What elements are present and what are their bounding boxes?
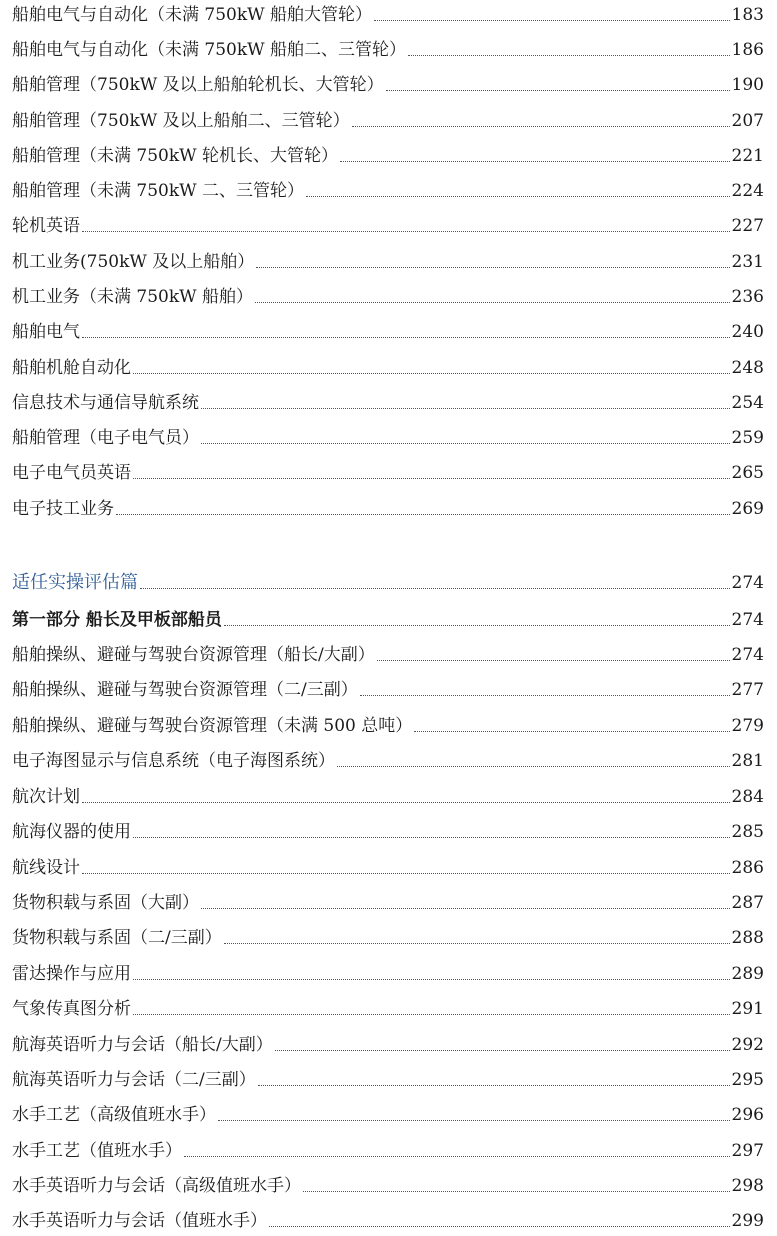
toc-page-number: 277 — [731, 680, 764, 700]
toc-page-number: 297 — [731, 1141, 764, 1161]
dot-leader — [184, 1156, 730, 1157]
toc-entry[interactable] — [12, 180, 764, 202]
toc-entry-title: 船舶电气与自动化（未满 750kW 船舶二、三管轮） — [12, 40, 407, 60]
section-heading[interactable] — [12, 572, 764, 594]
dot-leader — [133, 373, 730, 374]
dot-leader — [414, 731, 729, 732]
toc-page-number: 279 — [731, 716, 764, 736]
toc-entry-title: 船舶管理（未满 750kW 二、三管轮） — [12, 181, 305, 201]
toc-entry[interactable] — [12, 427, 764, 449]
toc-entry[interactable] — [12, 857, 764, 879]
toc-entry[interactable] — [12, 1210, 764, 1232]
toc-entry-title: 船舶管理（未满 750kW 轮机长、大管轮） — [12, 146, 339, 166]
dot-leader — [340, 161, 730, 162]
dot-leader — [377, 660, 730, 661]
toc-entry[interactable] — [12, 1140, 764, 1162]
toc-entry-title: 机工业务(750kW 及以上船舶） — [12, 252, 255, 272]
toc-entry-title: 水手工艺（值班水手） — [12, 1141, 182, 1161]
toc-page-number: 284 — [731, 787, 764, 807]
toc-entry-title: 货物积载与系固（大副） — [12, 893, 199, 913]
toc-entry[interactable] — [12, 498, 764, 520]
toc-page-number: 265 — [731, 463, 764, 483]
toc-entry-title: 机工业务（未满 750kW 船舶） — [12, 287, 254, 307]
toc-entry[interactable] — [12, 892, 764, 914]
toc-entry-title: 轮机英语 — [12, 216, 80, 236]
toc-page-number: 289 — [731, 964, 764, 984]
toc-entry-title: 雷达操作与应用 — [12, 964, 131, 984]
toc-entry-title: 船舶操纵、避碰与驾驶台资源管理（船长/大副） — [12, 645, 375, 665]
toc-entry-title: 航次计划 — [12, 787, 80, 807]
toc-entry-title: 水手英语听力与会话（值班水手） — [12, 1211, 267, 1231]
toc-page-number: 207 — [731, 111, 764, 131]
dot-leader — [352, 126, 730, 127]
toc-page-number: 269 — [731, 499, 764, 519]
toc-page-number: 231 — [731, 252, 764, 272]
toc-entry[interactable] — [12, 39, 764, 61]
dot-leader — [133, 979, 730, 980]
toc-entry[interactable] — [12, 462, 764, 484]
toc-entry-title: 航线设计 — [12, 858, 80, 878]
toc-entry-title: 电子技工业务 — [12, 499, 114, 519]
dot-leader — [303, 1191, 730, 1192]
dot-leader — [218, 1120, 730, 1121]
toc-entry[interactable] — [12, 321, 764, 343]
toc-entry[interactable] — [12, 750, 764, 772]
toc-page-number: 286 — [731, 858, 764, 878]
toc-page-number: 190 — [731, 75, 764, 95]
toc-page-number: 285 — [731, 822, 764, 842]
toc-entry-title: 船舶操纵、避碰与驾驶台资源管理（二/三副） — [12, 680, 358, 700]
toc-entry[interactable] — [12, 927, 764, 949]
toc-page-number: 227 — [731, 216, 764, 236]
dot-leader — [82, 802, 730, 803]
toc-entry[interactable] — [12, 715, 764, 737]
toc-entry-title: 船舶操纵、避碰与驾驶台资源管理（未满 500 总吨） — [12, 716, 413, 736]
toc-page-number: 299 — [731, 1211, 764, 1231]
part-heading[interactable] — [12, 609, 764, 631]
toc-entry[interactable] — [12, 215, 764, 237]
toc-page-number: 274 — [731, 610, 764, 630]
toc-page-number: 298 — [731, 1176, 764, 1196]
toc-entry[interactable] — [12, 392, 764, 414]
toc-entry[interactable] — [12, 1069, 764, 1091]
dot-leader — [275, 1050, 730, 1051]
toc-entry-title: 船舶机舱自动化 — [12, 358, 131, 378]
toc-entry[interactable] — [12, 963, 764, 985]
toc-entry[interactable] — [12, 644, 764, 666]
toc-page-number: 274 — [731, 573, 764, 593]
dot-leader — [374, 20, 730, 21]
toc-entry-title: 航海英语听力与会话（船长/大副） — [12, 1035, 273, 1055]
toc-entry-title: 第一部分 船长及甲板部船员 — [12, 610, 222, 630]
toc-page-number: 248 — [731, 358, 764, 378]
dot-leader — [82, 337, 730, 338]
toc-entry-title: 船舶电气与自动化（未满 750kW 船舶大管轮） — [12, 5, 373, 25]
toc-entry-title: 气象传真图分析 — [12, 999, 131, 1019]
toc-entry[interactable] — [12, 110, 764, 132]
dot-leader — [256, 267, 729, 268]
toc-entry-title: 货物积载与系固（二/三副） — [12, 928, 222, 948]
dot-leader — [82, 231, 730, 232]
dot-leader — [386, 90, 730, 91]
dot-leader — [408, 55, 730, 56]
toc-page-number: 288 — [731, 928, 764, 948]
toc-page-number: 296 — [731, 1105, 764, 1125]
toc-entry-title: 水手工艺（高级值班水手） — [12, 1105, 216, 1125]
toc-page-number: 295 — [731, 1070, 764, 1090]
toc-page-number: 281 — [731, 751, 764, 771]
toc-entry-title: 航海仪器的使用 — [12, 822, 131, 842]
toc-entry[interactable] — [12, 998, 764, 1020]
dot-leader — [133, 478, 730, 479]
dot-leader — [133, 837, 730, 838]
toc-page-number: 183 — [731, 5, 764, 25]
toc-entry[interactable] — [12, 286, 764, 308]
toc-entry-title: 信息技术与通信导航系统 — [12, 393, 199, 413]
toc-entry[interactable] — [12, 786, 764, 808]
toc-entry-title: 适任实操评估篇 — [12, 572, 138, 593]
toc-entry-title: 电子海图显示与信息系统（电子海图系统） — [12, 751, 335, 771]
toc-entry[interactable] — [12, 4, 764, 26]
toc-page-number: 186 — [731, 40, 764, 60]
toc-entry[interactable] — [12, 821, 764, 843]
toc-entry[interactable] — [12, 1104, 764, 1126]
toc-entry-title: 船舶管理（电子电气员） — [12, 428, 199, 448]
dot-leader — [201, 443, 730, 444]
dot-leader — [201, 908, 730, 909]
toc-page-number: 240 — [731, 322, 764, 342]
toc-entry[interactable] — [12, 357, 764, 379]
dot-leader — [140, 588, 730, 589]
dot-leader — [337, 766, 730, 767]
toc-entry[interactable] — [12, 74, 764, 96]
toc-entry-title: 航海英语听力与会话（二/三副） — [12, 1070, 256, 1090]
toc-entry[interactable] — [12, 251, 764, 273]
toc-entry-title: 船舶管理（750kW 及以上船舶轮机长、大管轮） — [12, 75, 384, 95]
toc-entry-title: 水手英语听力与会话（高级值班水手） — [12, 1176, 301, 1196]
dot-leader — [201, 408, 730, 409]
toc-entry-title: 船舶电气 — [12, 322, 80, 342]
toc-page-number: 287 — [731, 893, 764, 913]
toc-page-number: 259 — [731, 428, 764, 448]
dot-leader — [360, 695, 730, 696]
toc-page-number: 224 — [731, 181, 764, 201]
toc-entry-title: 电子电气员英语 — [12, 463, 131, 483]
toc-entry[interactable] — [12, 1175, 764, 1197]
toc-page-number: 221 — [731, 146, 764, 166]
toc-entry[interactable] — [12, 1034, 764, 1056]
dot-leader — [306, 196, 730, 197]
toc-entry-title: 船舶管理（750kW 及以上船舶二、三管轮） — [12, 111, 350, 131]
toc-entry[interactable] — [12, 679, 764, 701]
dot-leader — [224, 943, 730, 944]
dot-leader — [133, 1014, 730, 1015]
toc-page-number: 274 — [731, 645, 764, 665]
toc-entry[interactable] — [12, 145, 764, 167]
dot-leader — [82, 873, 730, 874]
toc-page-number: 291 — [731, 999, 764, 1019]
dot-leader — [116, 514, 730, 515]
dot-leader — [255, 302, 730, 303]
toc-page-number: 236 — [731, 287, 764, 307]
dot-leader — [224, 625, 730, 626]
dot-leader — [258, 1085, 730, 1086]
toc-page-number: 292 — [731, 1035, 764, 1055]
dot-leader — [269, 1226, 730, 1227]
toc-page-number: 254 — [731, 393, 764, 413]
